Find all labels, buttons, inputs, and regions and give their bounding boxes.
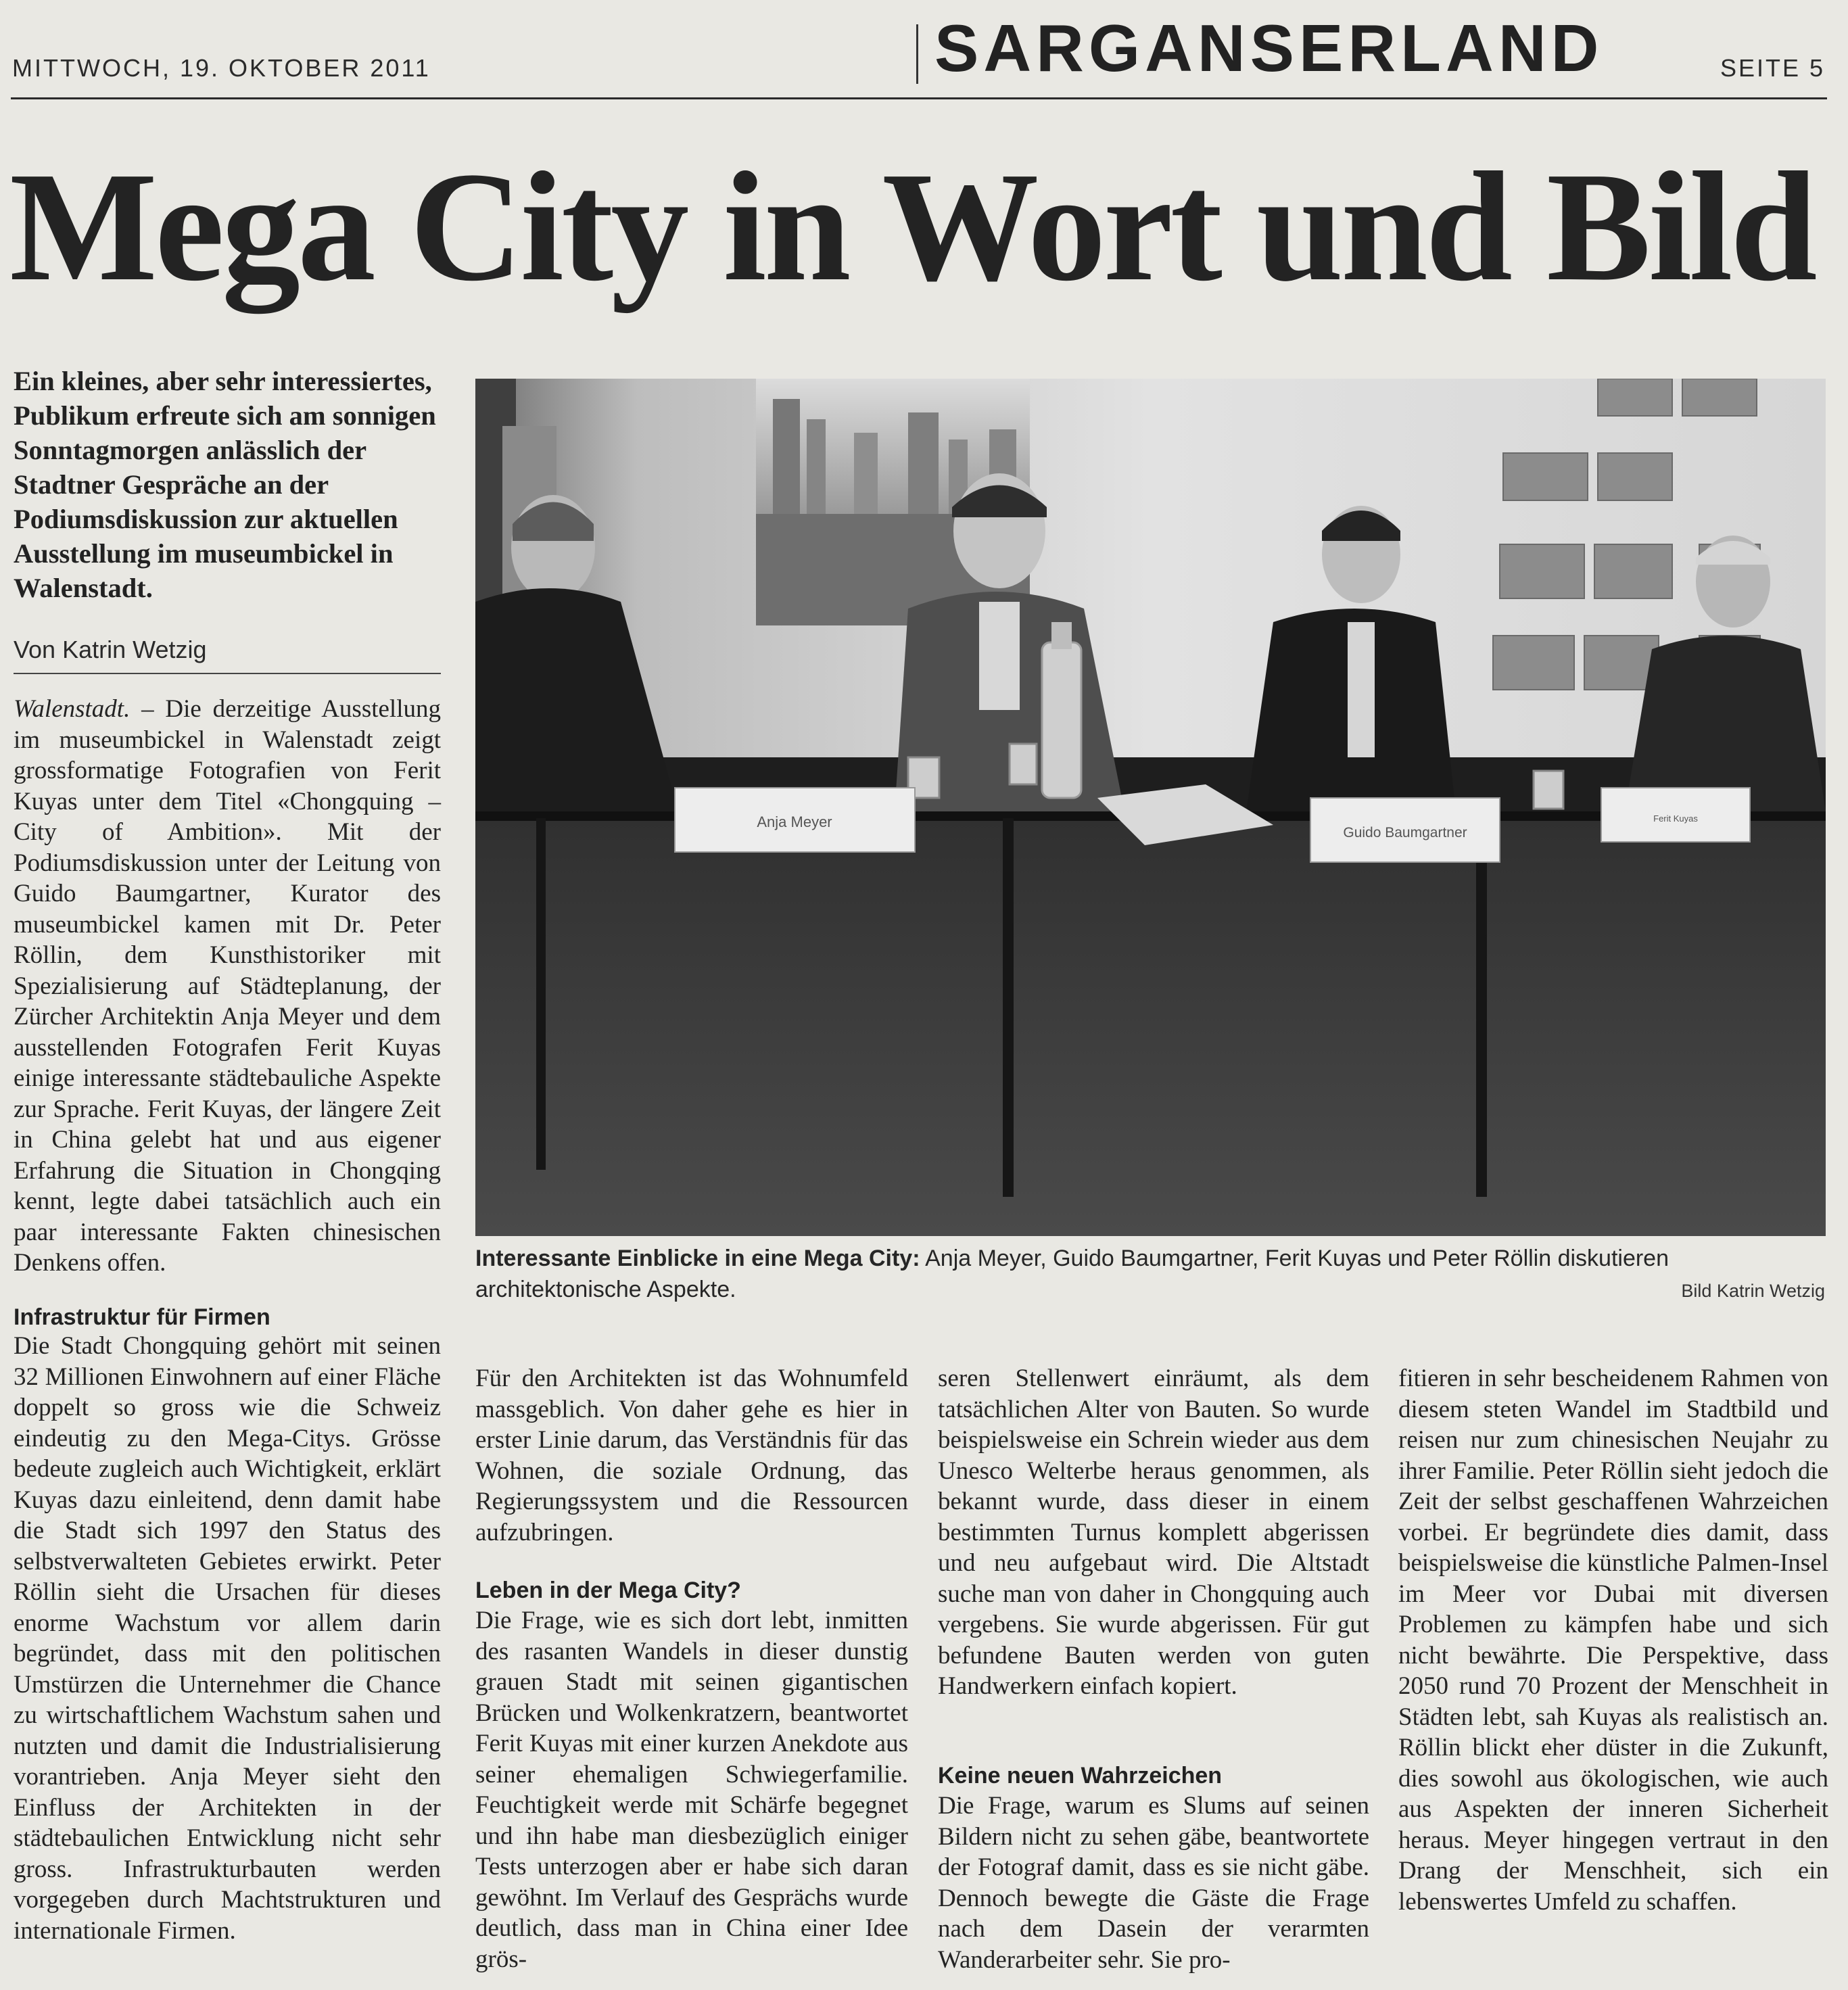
- caption-text: Anja Meyer, Guido Baumgartner, Ferit Kuyas und Peter Röllin diskutieren architektonische Aspekte.: [475, 1246, 1669, 1302]
- byline-rule: [14, 673, 441, 674]
- glass: [1534, 771, 1563, 809]
- paragraph: fitieren in sehr bescheidenem Rahmen von diesem steten Wandel im Stadtbild und reisen nur zum chinesischen Neujahr zu ihrer Familie. Peter Röllin sieht jedoch die Zeit der selbst geschaffenen Wahrzeichen vorbei. Er begründete dies damit, dass beispielsweise die künstliche Palmen-Insel im Meer vor Dubai mit diversen Problemen zu kämpfen habe und sich nicht bewährte. Die Perspektive, dass 2050 rund 70 Prozent der Menschheit in Städten lebt, sah Kuyas als realistisch an. Röllin blickt eher düster in die Zukunft, dies sowohl aus ökologischen, wie auch aus Aspekten der inneren Sicherheit heraus. Meyer hingegen vertraut in den Drang der Menschheit, sich ein lebenswertes Umfeld zu schaffen.: [1398, 1365, 1828, 1916]
- paragraph: seren Stellenwert einräumt, als dem tatsächlichen Alter von Bauten. So wurde beispielsweise ein Schrein wieder aus dem Unesco Welterbe heraus genommen, als bekannt wurde, dass dieser in einem bestimmten Turnus komplett abgerissen und neu aufgebaut wird. Die Altstadt suche man von daher in Chongquing auch vergebens. Sie wurde abgerissen. Für gut befundene Bauten werden von guten Handwerkern einfach kopiert.: [938, 1365, 1369, 1700]
- article-column-3: [938, 1363, 1369, 1702]
- glass: [1010, 744, 1037, 784]
- nameplate-ferit-kuyas: [1601, 788, 1750, 842]
- water-bottle: [1042, 622, 1081, 798]
- subheading-infrastruktur: Infrastruktur für Firmen: [14, 1304, 270, 1330]
- nameplate-label: Guido Baumgartner: [1343, 825, 1467, 840]
- article-column-2: [475, 1363, 908, 1548]
- photo-caption: [475, 1243, 1826, 1305]
- article-column-2b: [475, 1605, 908, 1974]
- article-column-1: [14, 1331, 441, 1946]
- nameplate-label: Ferit Kuyas: [1653, 813, 1698, 824]
- nameplate-label: Anja Meyer: [757, 813, 832, 830]
- nameplate-guido-baumgartner: [1310, 798, 1500, 862]
- caption-title: Interessante Einblicke in eine Mega City:: [475, 1246, 920, 1271]
- lead-paragraph: Ein kleines, aber sehr interessiertes, Publikum erfreute sich am sonnigen Sonntagmorgen anlässlich der Stadtner Gespräche an der Podiumsdiskussion zur aktuellen Ausstellung im museumbickel in Walenstadt.: [14, 366, 436, 603]
- photo-credit: Bild Katrin Wetzig: [1681, 1281, 1825, 1301]
- masthead-divider: [916, 24, 918, 84]
- paragraph: Für den Architekten ist das Wohnumfeld massgeblich. Von daher gehe es hier in erster Linie darum, das Verständnis für das Wohnen, die soziale Ordnung, das Regierungssystem und die Ressourcen aufzubringen.: [475, 1365, 908, 1546]
- paragraph: Die Frage, warum es Slums auf seinen Bildern nicht zu sehen gäbe, beantwortete der Fotograf damit, dass es sie nicht gäbe. Dennoch bewegte die Gäste die Frage nach dem Dasein der verarmten Wanderarbeiter sehr. Sie pro-: [938, 1792, 1369, 1974]
- section-title: SARGANSERLAND: [934, 11, 1604, 85]
- byline: Von Katrin Wetzig: [14, 636, 207, 663]
- subheading-wahrzeichen: Keine neuen Wahrzeichen: [938, 1763, 1223, 1788]
- subheading-leben: Leben in der Mega City?: [475, 1578, 741, 1603]
- page-number: SEITE 5: [1720, 54, 1825, 82]
- paragraph: Die Frage, wie es sich dort lebt, inmitten des rasanten Wandels in dieser dunstig grauen Stadt mit seinen gigantischen Brücken und Wolkenkratzern, beantwortet Ferit Kuyas mit einer kurzen Anekdote aus seiner ehemaligen Schwiegerfamilie. Feuchtigkeit werde mit Schärfe begegnet und ihn habe man diesbezüglich einiger Tests unterzogen aber er habe sich daran gewöhnt. Im Verlauf des Gesprächs wurde deutlich, dass man in China einer Idee grös-: [475, 1607, 908, 1973]
- article-column-3b: [938, 1791, 1369, 1975]
- masthead-rule: [11, 97, 1827, 99]
- nameplate-anja-meyer: [675, 788, 915, 852]
- intro-paragraph: [14, 694, 441, 1279]
- dateline: Walenstadt.: [14, 695, 131, 723]
- paragraph: Die Stadt Chongquing gehört mit seinen 32 Millionen Einwohnern auf einer Fläche doppelt so gross wie die Schweiz eindeutig zu den Mega-Citys. Grösse bedeute zugleich auch Wichtigkeit, erklärt Kuyas dazu einleitend, denn damit habe die Stadt sich 1997 den Status des selbstverwalteten Gebietes erwirkt. Peter Röllin sieht die Ursachen für dieses enorme Wachstum vor allem darin begründet, dass mit den politischen Umstürzen die Unternehmer die Chance zu wirtschaftlichem Wachstum sahen und nutzten und damit die Industrialisierung vorantrieben. Anja Meyer sieht den Einfluss der Architekten in der städtebaulichen Entwicklung nicht sehr gross. Infrastrukturbauten werden vorgegeben durch Machtstrukturen und internationale Firmen.: [14, 1332, 441, 1945]
- article-column-4: [1398, 1363, 1828, 1917]
- issue-date: MITTWOCH, 19. OKTOBER 2011: [12, 54, 431, 82]
- panel-photo: [475, 379, 1826, 1236]
- intro-text: – Die derzeitige Ausstellung im museumbickel in Walenstadt zeigt grossformatige Fotografien von Ferit Kuyas unter dem Titel «Chongquing – City of Ambition». Mit der Podiumsdiskussion unter der Leitung von Guido Baumgartner, Kurator des museumbickel kamen mit Dr. Peter Röllin, dem Kunsthistoriker mit Spezialisierung auf Städteplanung, der Zürcher Architektin Anja Meyer und dem ausstellenden Fotografen Ferit Kuyas einige interessante städtebauliche Aspekte zur Sprache. Ferit Kuyas, der längere Zeit in China gelebt hat und aus eigener Erfahrung die Situation in Chongqing kennt, legte dabei tatsächlich auch ein paar interessante Fakten chinesischen Denkens offen.: [14, 695, 441, 1277]
- headline: Mega City in Wort und Bild: [9, 140, 1815, 314]
